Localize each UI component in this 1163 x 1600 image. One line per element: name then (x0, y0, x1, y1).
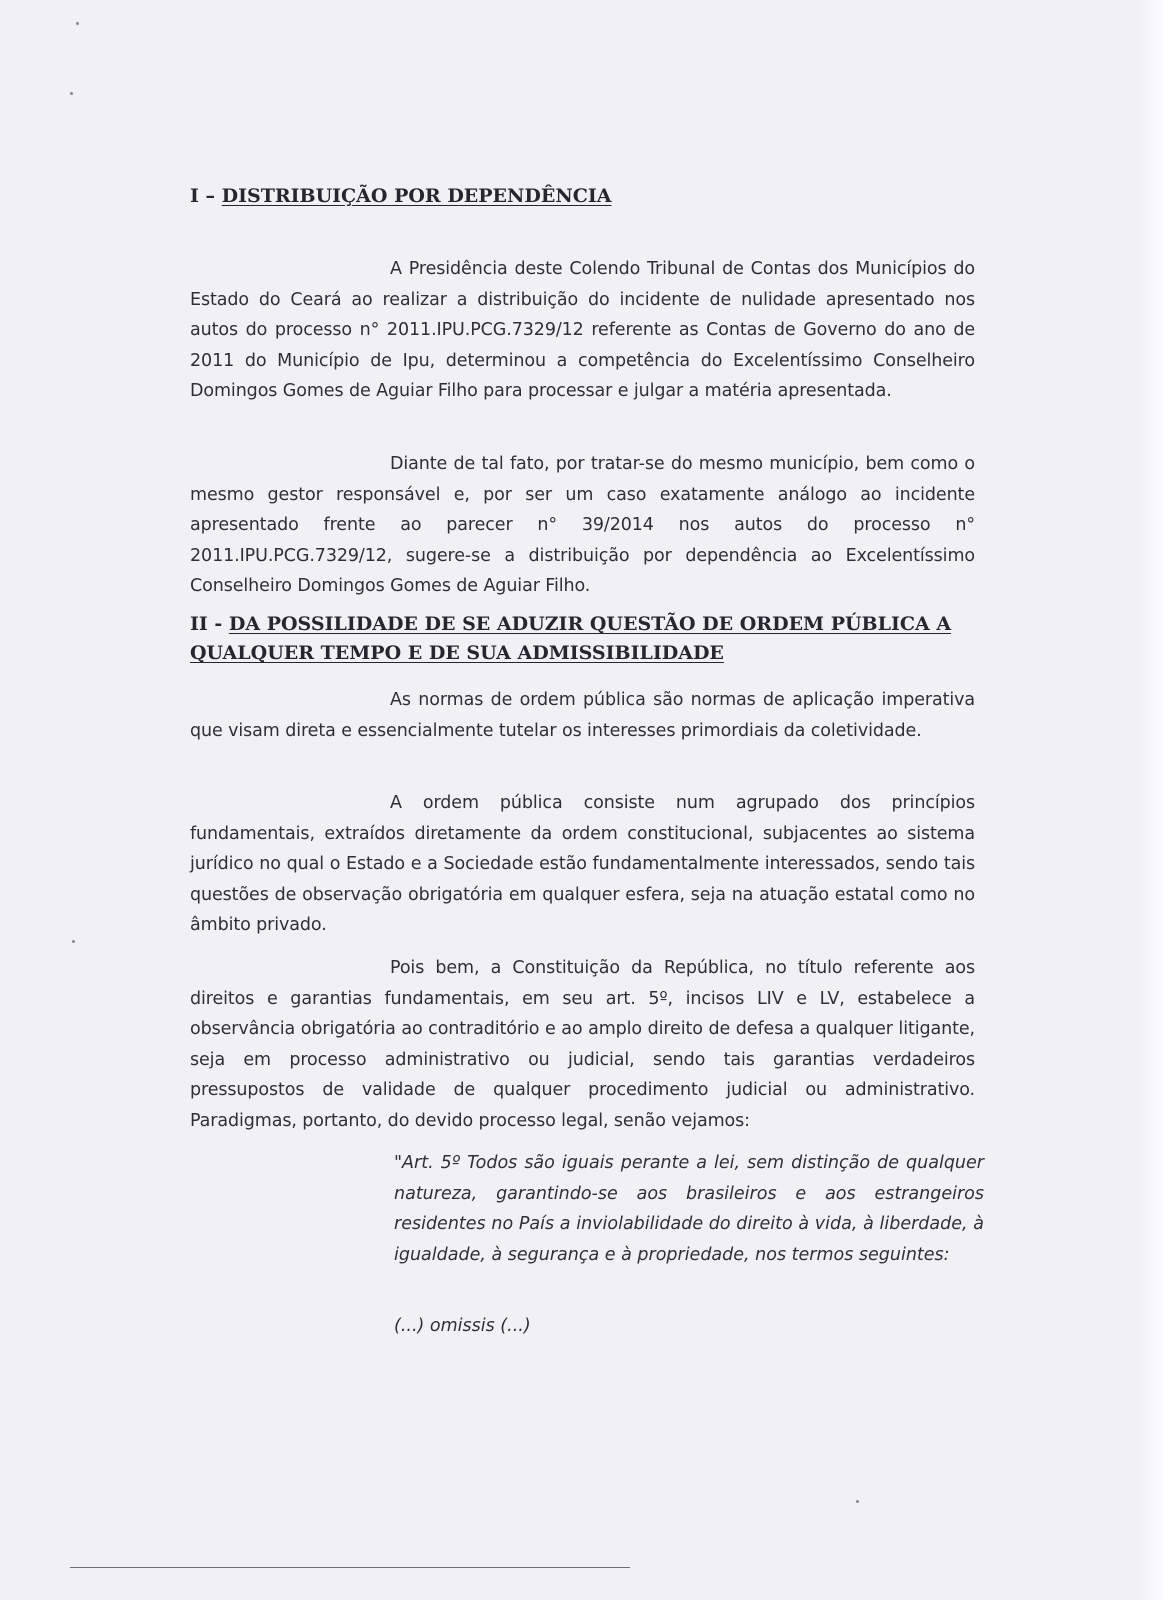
scan-speck (72, 940, 75, 943)
section-1-number: I – (190, 185, 222, 207)
footer-divider (70, 1567, 630, 1568)
section-2-title: DA POSSILIDADE DE SE ADUZIR QUESTÃO DE ORDEM PÚBLICA A QUALQUER TEMPO E DE SUA ADMISSIBILIDADE (190, 613, 952, 664)
section-2-number: II - (190, 613, 229, 635)
section-2-paragraph-1: As normas de ordem pública são normas de aplicação imperativa que visam direta e essencialmente tutelar os interesses primordiais da coletividade. (190, 690, 975, 741)
section-1-heading (190, 182, 612, 211)
scan-speck (70, 92, 73, 95)
section-1-title: DISTRIBUIÇÃO POR DEPENDÊNCIA (221, 185, 612, 207)
scan-speck (76, 22, 79, 25)
section-2-paragraph-2: A ordem pública consiste num agrupado dos princípios fundamentais, extraídos diretamente da ordem constitucional, subjacentes ao sistema jurídico no qual o Estado e a Sociedade estão fundamentalmente interessados, sendo tais questões de observação obrigatória em qualquer esfera, seja na atuação estatal como no âmbito privado. (190, 793, 975, 935)
section-2-heading (190, 610, 980, 668)
scan-speck (856, 1500, 859, 1503)
section-1-paragraph-2: Diante de tal fato, por tratar-se do mesmo município, bem como o mesmo gestor responsável e, por ser um caso exatamente análogo ao incidente apresentado frente ao parecer n° 39/2014 nos autos do processo n° 2011.IPU.PCG.7329/12, sugere-se a distribuição por dependência ao Excelentíssimo Conselheiro Domingos Gomes de Aguiar Filho. (190, 454, 975, 596)
omissis-note: (...) omissis (...) (394, 1316, 531, 1336)
section-2-paragraph-3: Pois bem, a Constituição da República, no título referente aos direitos e garantias fundamentais, em seu art. 5º, incisos LIV e LV, estabelece a observância obrigatória ao contraditório e ao amplo direito de defesa a qualquer litigante, seja em processo administrativo ou judicial, sendo tais garantias verdadeiros pressupostos de validade de qualquer procedimento judicial ou administrativo. Paradigmas, portanto, do devido processo legal, senão vejamos: (190, 958, 975, 1131)
scan-edge (1135, 0, 1163, 1600)
constitution-quote: "Art. 5º Todos são iguais perante a lei, sem distinção de qualquer natureza, garantindo-se aos brasileiros e aos estrangeiros residentes no País a inviolabilidade do direito à vida, à liberdade, à igualdade, à segurança e à propriedade, nos termos seguintes: (394, 1153, 984, 1265)
section-1-paragraph-1: A Presidência deste Colendo Tribunal de Contas dos Municípios do Estado do Ceará ao realizar a distribuição do incidente de nulidade apresentado nos autos do processo n° 2011.IPU.PCG.7329/12 referente as Contas de Governo do ano de 2011 do Município de Ipu, determinou a competência do Excelentíssimo Conselheiro Domingos Gomes de Aguiar Filho para processar e julgar a matéria apresentada. (190, 259, 975, 401)
